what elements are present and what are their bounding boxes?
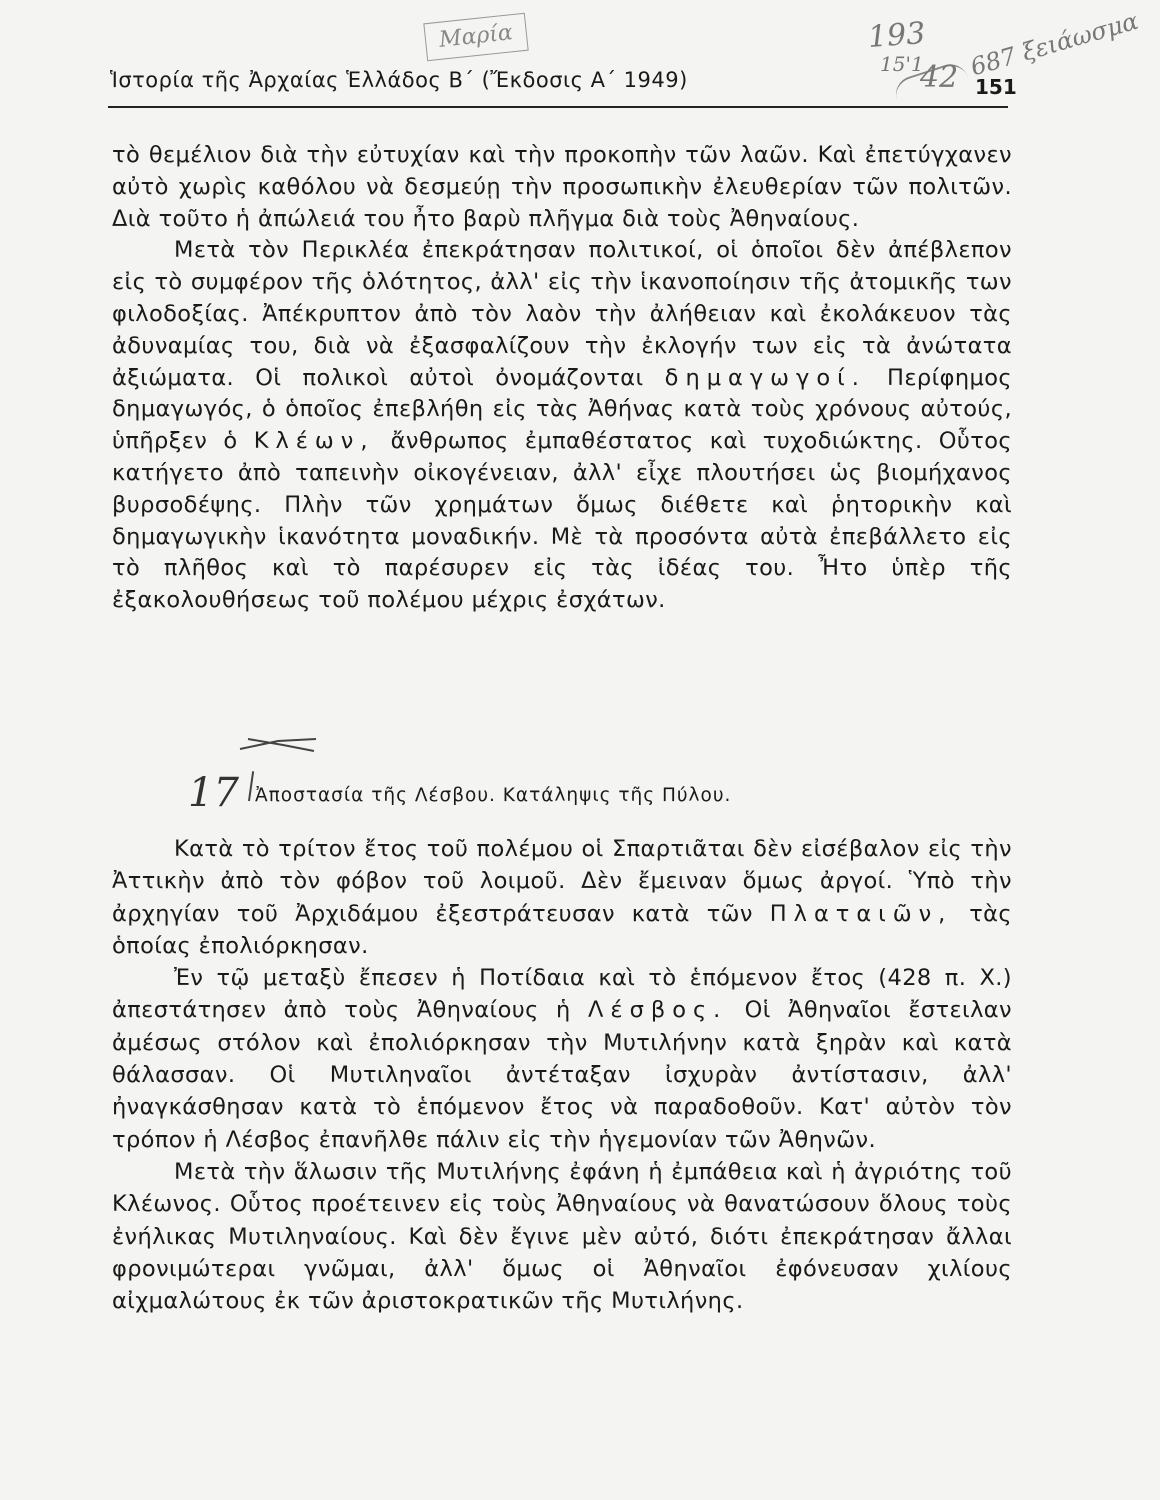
handwritten-note-b: 15'1: [880, 52, 924, 76]
stamp-text: Μαρία: [437, 20, 514, 53]
paragraph-1: τὸ θεμέλιον διὰ τὴν εὐτυχίαν καὶ τὴν προκοπὴν τῶν λαῶν. Καὶ ἐπετύγχανεν αὐτὸ χωρὶς καθόλου νὰ δεσμεύῃ τὴν προσωπικὴν ἐλευθερίαν τῶν πολιτῶν. Διὰ τοῦτο ἡ ἀπώλειά του ἦτο βαρὺ πλῆγμα διὰ τοὺς Ἀθηναίους.: [112, 142, 1012, 232]
handwritten-strike: [238, 737, 318, 753]
paragraph-5: Μετὰ τὴν ἅλωσιν τῆς Μυτιλήνης ἐφάνη ἡ ἐμπάθεια καὶ ἡ ἀγριότης τοῦ Κλέωνος. Οὗτος προέτεινεν εἰς τοὺς Ἀθηναίους νὰ θανατώσουν ὅλους τοὺς ἐνήλικας Μυτιληναίους. Καὶ δὲν ἔγινε μὲν αὐτό, διότι ἐπεκράτησαν ἄλλαι φρονιμώτεραι γνῶμαι, ἀλλ' ὅμως οἱ Ἀθηναῖοι ἐφόνευσαν χιλίους αἰχμαλώτους ἐκ τῶν ἀριστοκρατικῶν τῆς Μυτιλήνης.: [112, 1158, 1012, 1315]
paragraph-4: [112, 962, 1012, 1156]
paragraph-2: [112, 235, 1012, 617]
paragraph-4-b: Οἱ Ἀθηναῖοι ἔστειλαν ἀμέσως στόλον καὶ ἐπολιόρκησαν τὴν Μυτιλήνην κατὰ ξηρὰν καὶ κατὰ θάλασσαν. Οἱ Μυτιληναῖοι ἀντέταξαν ἰσχυρὰν ἀντίστασιν, ἀλλ' ἠναγκάσθησαν κατὰ τὸ ἑπόμενον ἔτος νὰ παραδοθοῦν. Κατ' αὐτὸν τὸν τρόπον ἡ Λέσβος ἐπανῆλθε πάλιν εἰς τὴν ἡγεμονίαν τῶν Ἀθηνῶν.: [112, 997, 1012, 1153]
handwritten-note-a: 193: [866, 16, 927, 55]
header-rule: [108, 106, 1008, 108]
body-text-bottom: [112, 833, 1012, 1317]
term-kleon: Κλέων,: [253, 428, 375, 455]
paragraph-2-cont-a: Περίφημος δημαγωγός, ὁ ὁποῖος ἐπεβλήθη εἰς τὰς Ἀθήνας κατὰ τοὺς χρόνους αὐτούς, ὑπῆρξεν ὁ: [112, 364, 1012, 455]
body-text-top: [112, 140, 1012, 617]
running-header-title: Ἱστορία τῆς Ἀρχαίας Ἑλλάδος Β΄ (Ἔκδοσις Α΄ 1949): [110, 68, 688, 92]
term-plataeans: Πλαταιῶν,: [769, 900, 953, 927]
paragraph-4-a: Ἐν τῷ μεταξὺ ἔπεσεν ἡ Ποτίδαια καὶ τὸ ἑπόμενον ἔτος (428 π. Χ.) ἀπεστάτησεν ἀπὸ τοὺς Ἀθηναίους ἡ: [112, 965, 1012, 1024]
handwritten-section-number: 17: [188, 770, 239, 816]
page-number: 151: [975, 75, 1017, 99]
term-lesbos: Λέσβος.: [588, 997, 728, 1024]
section-heading: Ἀποστασία τῆς Λέσβου. Κατάληψις τῆς Πύλου.: [255, 785, 732, 806]
paragraph-2-start: Μετὰ τὸν Περικλέα ἐπεκράτησαν πολιτικοί, οἱ ὁποῖοι δὲν ἀπέβλεπον εἰς τὸ συμφέρον τῆς ὁλότητος, ἀλλ' εἰς τὴν ἱκανοποίησιν τῆς ἀτομικῆς των φιλοδοξίας. Ἀπέκρυπτον ἀπὸ τὸν λαὸν τὴν ἀλήθειαν καὶ ἐκολάκευον τὰς ἀδυναμίας του, διὰ νὰ ἐξασφαλίζουν τὴν ἐκλογήν των εἰς τὰ ἀνώτατα ἀξιώματα. Οἱ πολικοὶ αὐτοὶ ὀνομάζονται: [112, 237, 1012, 391]
paragraph-3-b: τὰς ὁποίας ἐπολιόρκησαν.: [112, 900, 1012, 959]
handwritten-note-d: 687 ξειάωσμα: [967, 6, 1142, 82]
handwritten-stamp: [423, 13, 528, 61]
handwritten-note-c: 42: [920, 60, 959, 95]
paragraph-2-cont-b: ἄνθρωπος ἐμπαθέστατος καὶ τυχοδιώκτης. Οὗτος κατήγετο ἀπὸ ταπεινὴν οἰκογένειαν, ἀλλ' εἶχε πλουτήσει ὡς βιομήχανος βυρσοδέψης. Πλὴν τῶν χρημάτων ὅμως διέθετε καὶ ῥητορικὴν καὶ δημαγωγικὴν ἱκανότητα μοναδικήν. Μὲ τὰ προσόντα αὐτὰ ἐπεβάλλετο εἰς τὸ πλῆθος καὶ τὸ παρέσυρεν εἰς τὰς ἰδέας του. Ἦτο ὑπὲρ τῆς ἐξακολουθήσεως τοῦ πολέμου μέχρις ἐσχάτων.: [112, 428, 1012, 614]
term-demagogues: δημαγωγοί.: [664, 364, 866, 391]
paragraph-3: [112, 833, 1012, 962]
paragraph-3-a: Κατὰ τὸ τρίτον ἔτος τοῦ πολέμου οἱ Σπαρτιᾶται δὲν εἰσέβαλον εἰς τὴν Ἀττικὴν ἀπὸ τὸν φόβον τοῦ λοιμοῦ. Δὲν ἔμειναν ὅμως ἀργοί. Ὑπὸ τὴν ἀρχηγίαν τοῦ Ἀρχιδάμου ἐξεστράτευσαν κατὰ τῶν: [112, 836, 1012, 927]
